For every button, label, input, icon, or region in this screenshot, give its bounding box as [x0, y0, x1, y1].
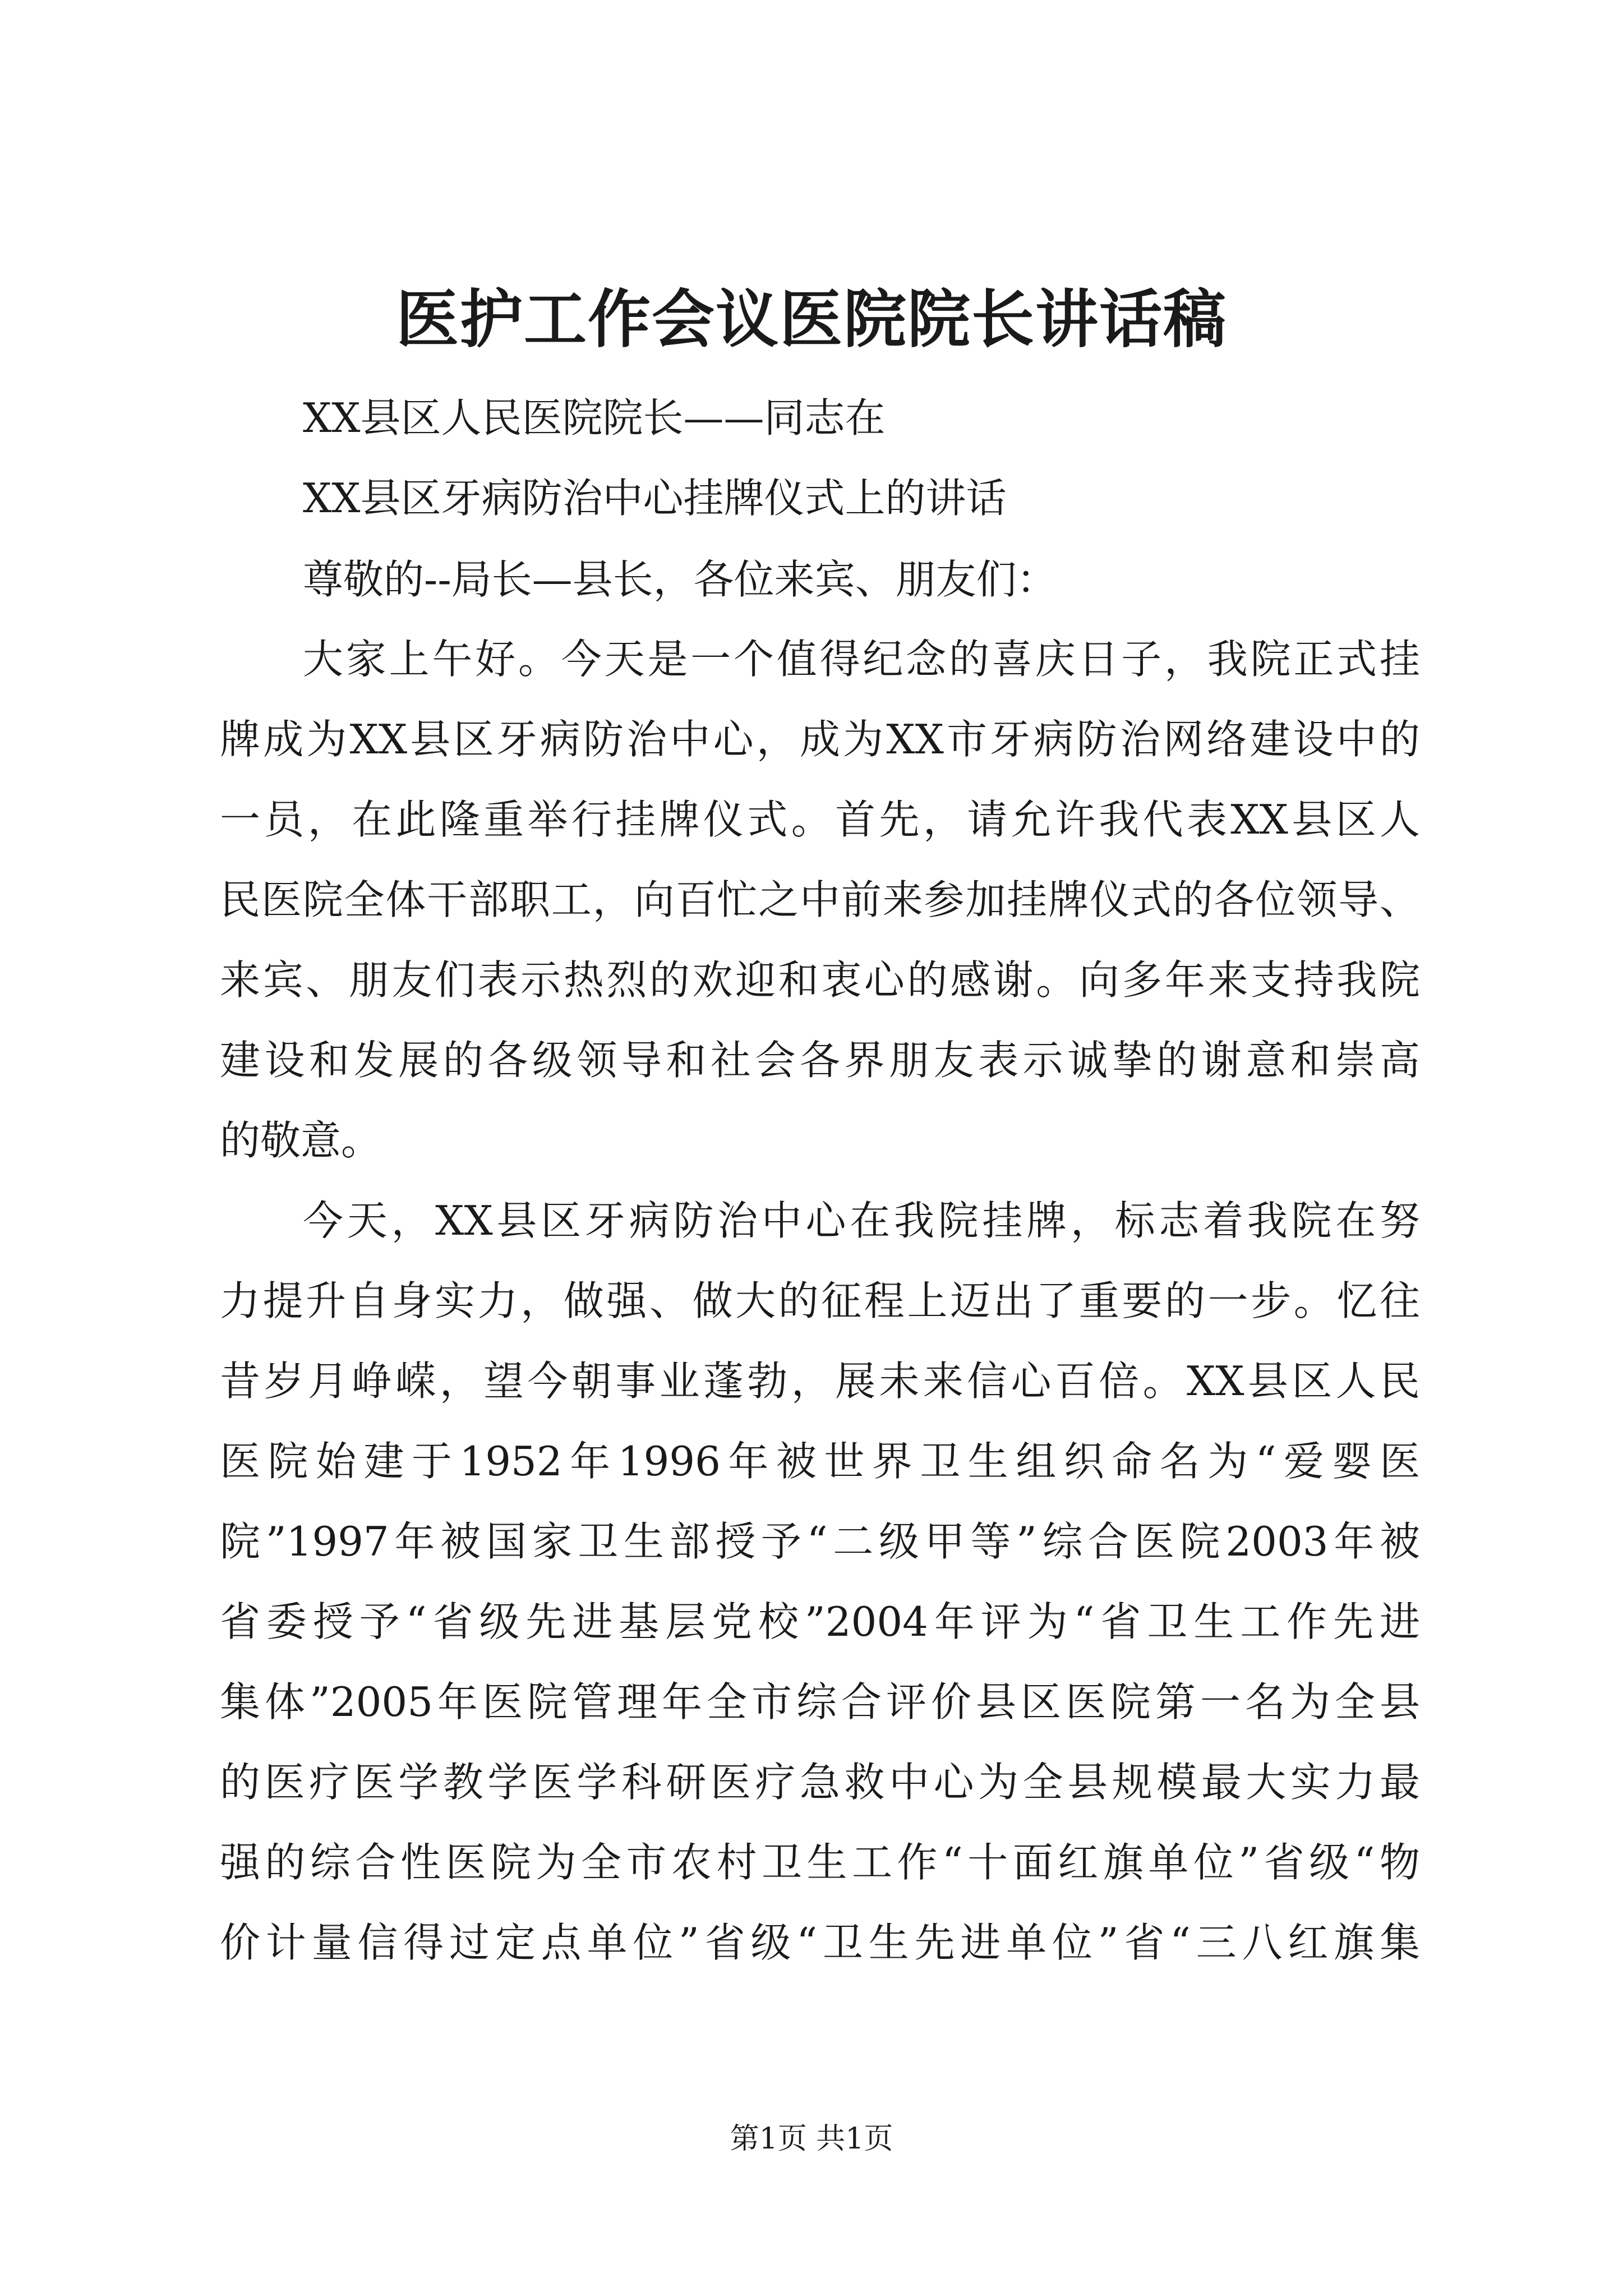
paragraph-2-line-6: 省委授予“省级先进基层党校”2004年评为“省卫生工作先进: [220, 1598, 1420, 1645]
subtitle-line-2: XX县区牙病防治中心挂牌仪式上的讲话: [303, 475, 1007, 522]
paragraph-1-line-3: 一员，在此隆重举行挂牌仪式。首先，请允许我代表XX县区人: [220, 796, 1420, 843]
paragraph-2-line-5: 院”1997年被国家卫生部授予“二级甲等”综合医院2003年被: [220, 1518, 1420, 1565]
paragraph-2-line-1: 今天，XX县区牙病防治中心在我院挂牌，标志着我院在努: [303, 1197, 1420, 1244]
subtitle-line-1: XX县区人民医院院长——同志在: [303, 394, 886, 441]
paragraph-1-line-6: 建设和发展的各级领导和社会各界朋友表示诚挚的谢意和崇高: [220, 1037, 1420, 1084]
paragraph-1-line-1: 大家上午好。今天是一个值得纪念的喜庆日子，我院正式挂: [303, 636, 1420, 683]
paragraph-1-line-5: 来宾、朋友们表示热烈的欢迎和衷心的感谢。向多年来支持我院: [220, 956, 1420, 1004]
paragraph-2-line-7: 集体”2005年医院管理年全市综合评价县区医院第一名为全县: [220, 1678, 1420, 1726]
paragraph-2-line-4: 医院始建于1952年1996年被世界卫生组织命名为“爱婴医: [220, 1438, 1420, 1485]
paragraph-2-line-8: 的医疗医学教学医学科研医疗急救中心为全县规模最大实力最: [220, 1759, 1420, 1806]
page-footer: 第1页 共1页: [730, 2122, 893, 2156]
paragraph-1-line-7: 的敬意。: [220, 1117, 382, 1164]
document-title: 医护工作会议医院院长讲话稿: [396, 283, 1227, 356]
paragraph-2-line-9: 强的综合性医院为全市农村卫生工作“十面红旗单位”省级“物: [220, 1839, 1420, 1886]
paragraph-2-line-2: 力提升自身实力，做强、做大的征程上迈出了重要的一步。忆往: [220, 1277, 1420, 1324]
salutation-line: 尊敬的--局长—县长，各位来宾、朋友们：: [303, 556, 1057, 603]
paragraph-1-line-2: 牌成为XX县区牙病防治中心，成为XX市牙病防治网络建设中的: [220, 716, 1420, 763]
paragraph-1-line-4: 民医院全体干部职工，向百忙之中前来参加挂牌仪式的各位领导、: [220, 876, 1420, 923]
paragraph-2-line-3: 昔岁月峥嵘，望今朝事业蓬勃，展未来信心百倍。XX县区人民: [220, 1358, 1420, 1405]
paragraph-2-line-10: 价计量信得过定点单位”省级“卫生先进单位”省“三八红旗集: [220, 1919, 1420, 1966]
